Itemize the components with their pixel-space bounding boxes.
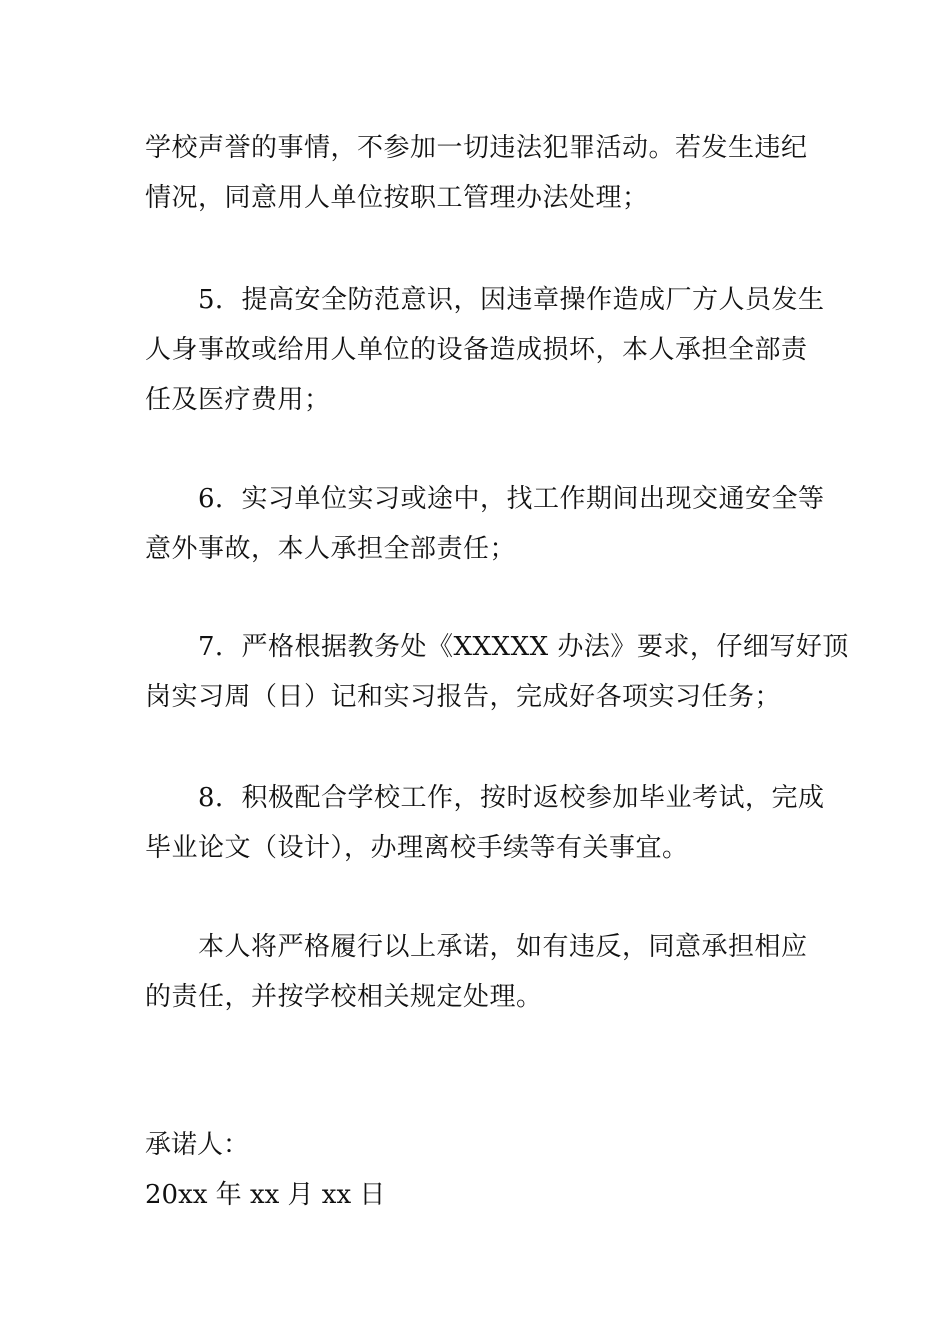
paragraph-closing <box>145 922 810 1022</box>
paragraph-line: 岗实习周（日）记和实习报告，完成好各项实习任务； <box>145 682 782 712</box>
paragraph-line: 任及医疗费用； <box>145 385 331 415</box>
paragraph-line: 6．实习单位实习或途中，找工作期间出现交通安全等 <box>198 484 825 514</box>
paragraph-line: 8．积极配合学校工作，按时返校参加毕业考试，完成 <box>198 783 825 813</box>
promiser-label: 承诺人： <box>145 1130 250 1160</box>
paragraph-line: 人身事故或给用人单位的设备造成损坏，本人承担全部责 <box>145 335 808 365</box>
paragraph-line: 毕业论文（设计），办理离校手续等有关事宜。 <box>145 833 689 863</box>
paragraph-line: 情况，同意用人单位按职工管理办法处理； <box>145 183 649 213</box>
paragraph-item-8 <box>145 773 825 873</box>
paragraph-item-5 <box>145 275 825 425</box>
paragraph-line: 的责任，并按学校相关规定处理。 <box>145 982 543 1012</box>
paragraph-line: 意外事故，本人承担全部责任； <box>145 534 517 564</box>
paragraph-line: 7．严格根据教务处《XXXXX 办法》要求，仔细写好顶 <box>198 632 849 662</box>
signature-date: 20xx 年 xx 月 xx 日 <box>145 1180 386 1210</box>
paragraph-item-7 <box>145 622 849 722</box>
signature-block <box>145 1120 810 1220</box>
paragraph-continuation <box>145 123 810 223</box>
paragraph-line: 本人将严格履行以上承诺，如有违反，同意承担相应 <box>198 932 808 962</box>
paragraph-item-6 <box>145 474 825 574</box>
paragraph-line: 5．提高安全防范意识，因违章操作造成厂方人员发生 <box>198 285 825 315</box>
paragraph-line: 学校声誉的事情，不参加一切违法犯罪活动。若发生违纪 <box>145 133 808 163</box>
